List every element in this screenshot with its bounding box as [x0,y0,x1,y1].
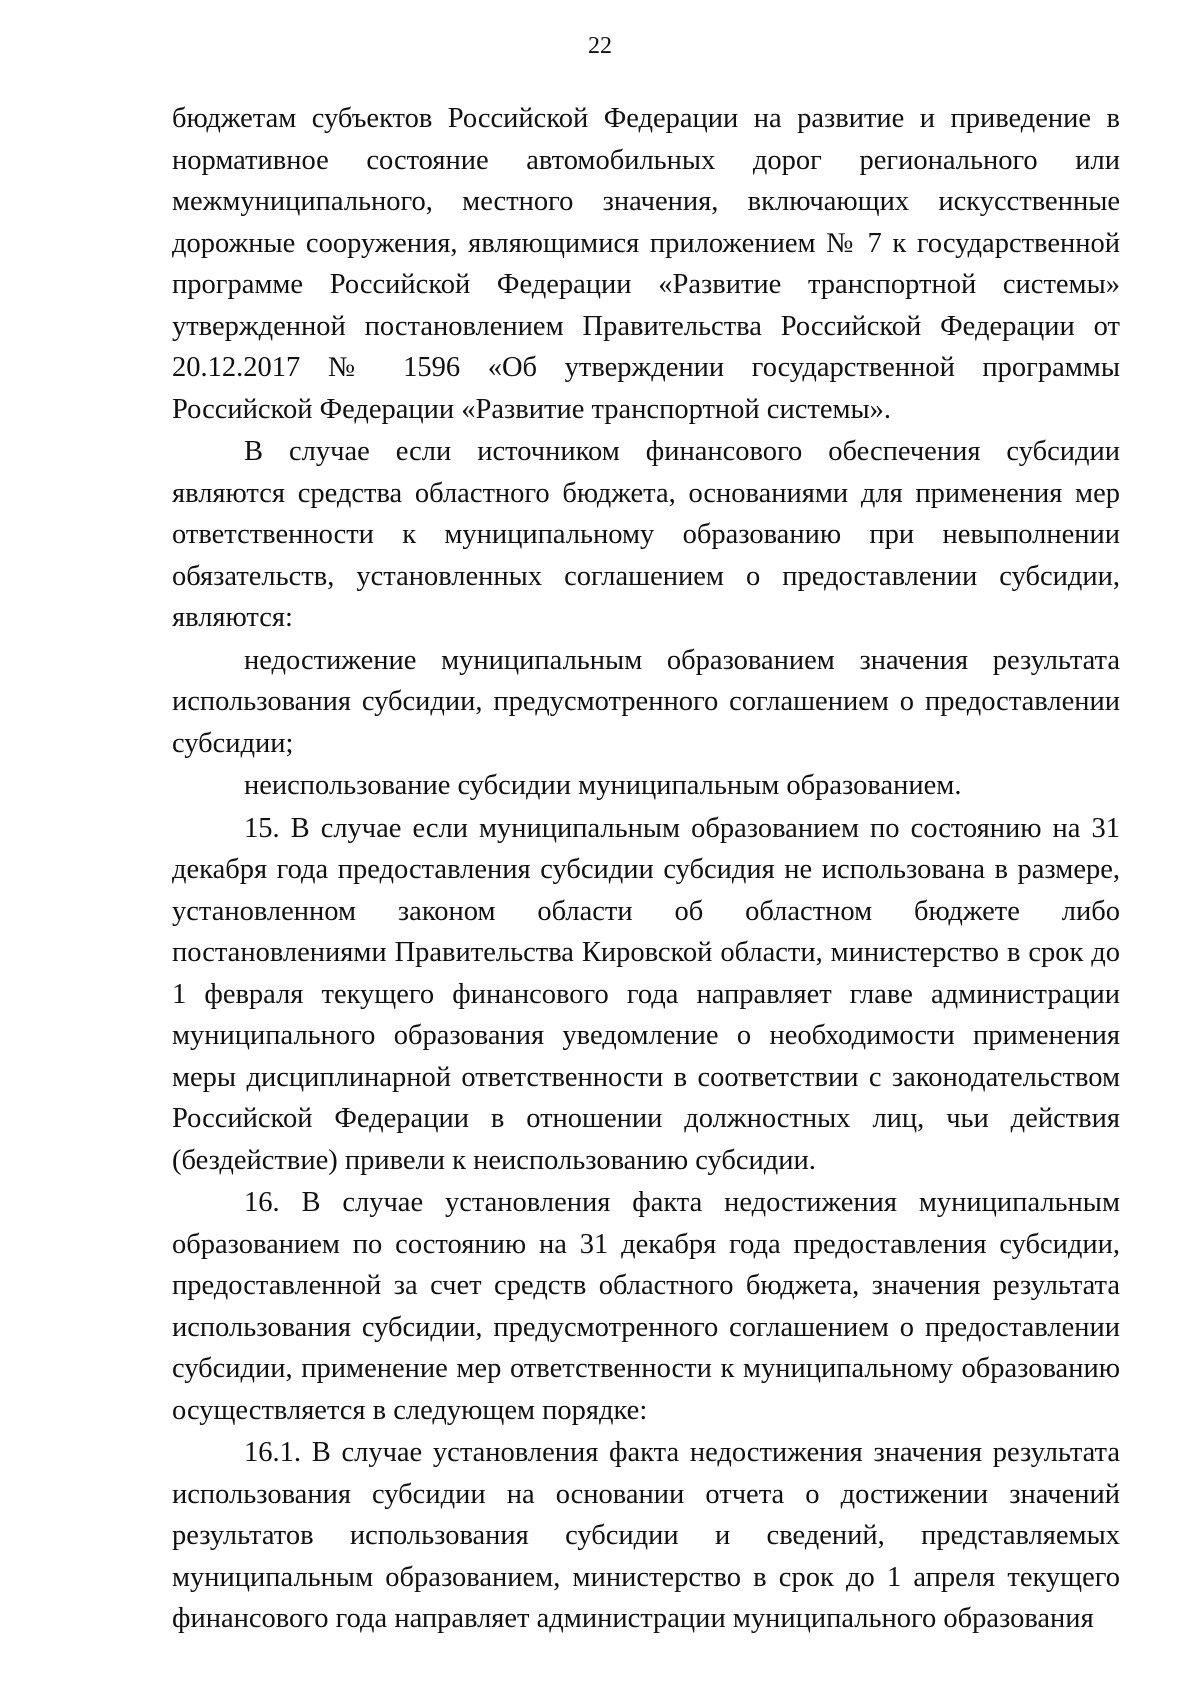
paragraph-liability-grounds: В случае если источником финансового обеспечения субсидии являются средства областного бюджета, основаниями для применения мер ответственности к муниципальному образованию при невыполнении обязательств, установленных соглашением о предоставлении субсидии, являются: [172,436,1120,633]
paragraph-clause-16: 16. В случае установления факта недостижения муниципальным образованием по состоянию на 31 декабря года предоставления субсидии, предоставленной за счет средств областного бюджета, значения результата использования субсидии, предусмотренного соглашением о предоставлении субсидии, применение мер ответственности к муниципальному образованию осуществляется в следующем порядке: [172,1187,1120,1426]
paragraph-clause-15: 15. В случае если муниципальным образованием по состоянию на 31 декабря года предоставления субсидии субсидия не использована в размере, установленном законом области об областном бюджете либо постановлениями Правительства Кировской области, министерство в срок до 1 февраля текущего финансового года направляет главе администрации муниципального образования уведомление о необходимости применения меры дисциплинарной ответственности в соответствии с законодательством Российской Федерации в отношении должностных лиц, чьи действия (бездействие) привели к неиспользованию субсидии. [172,812,1120,1176]
paragraph-ground-not-used: неиспользование субсидии муниципальным образованием. [244,770,962,801]
paragraph-program-reference: бюджетам субъектов Российской Федерации на развитие и приведение в нормативное состояние автомобильных дорог регионального или межмуниципального, местного значения, включающих искусственные дорожные сооружения, являющимися приложением № 7 к государственной программе Российской Федерации «Развитие транспортной системы» утвержденной постановлением Правительства Российской Федерации от 20.12.2017 № 1596 «Об утверждении государственной программы Российской Федерации «Развитие транспортной системы». [172,103,1120,425]
paragraph-clause-16-1: 16.1. В случае установления факта недостижения значения результата использования субсидии на основании отчета о достижении значений результатов использования субсидии и сведений, представляемых муниципальным образованием, министерство в срок до 1 апреля текущего финансового года направляет администрации муниципального образования [172,1437,1120,1634]
page-number: 22 [588,33,612,59]
document-body [172,98,1120,1640]
paragraph-ground-not-achieved: недостижение муниципальным образованием значения результата использования субсидии, предусмотренного соглашением о предоставлении субсидии; [172,644,1120,759]
